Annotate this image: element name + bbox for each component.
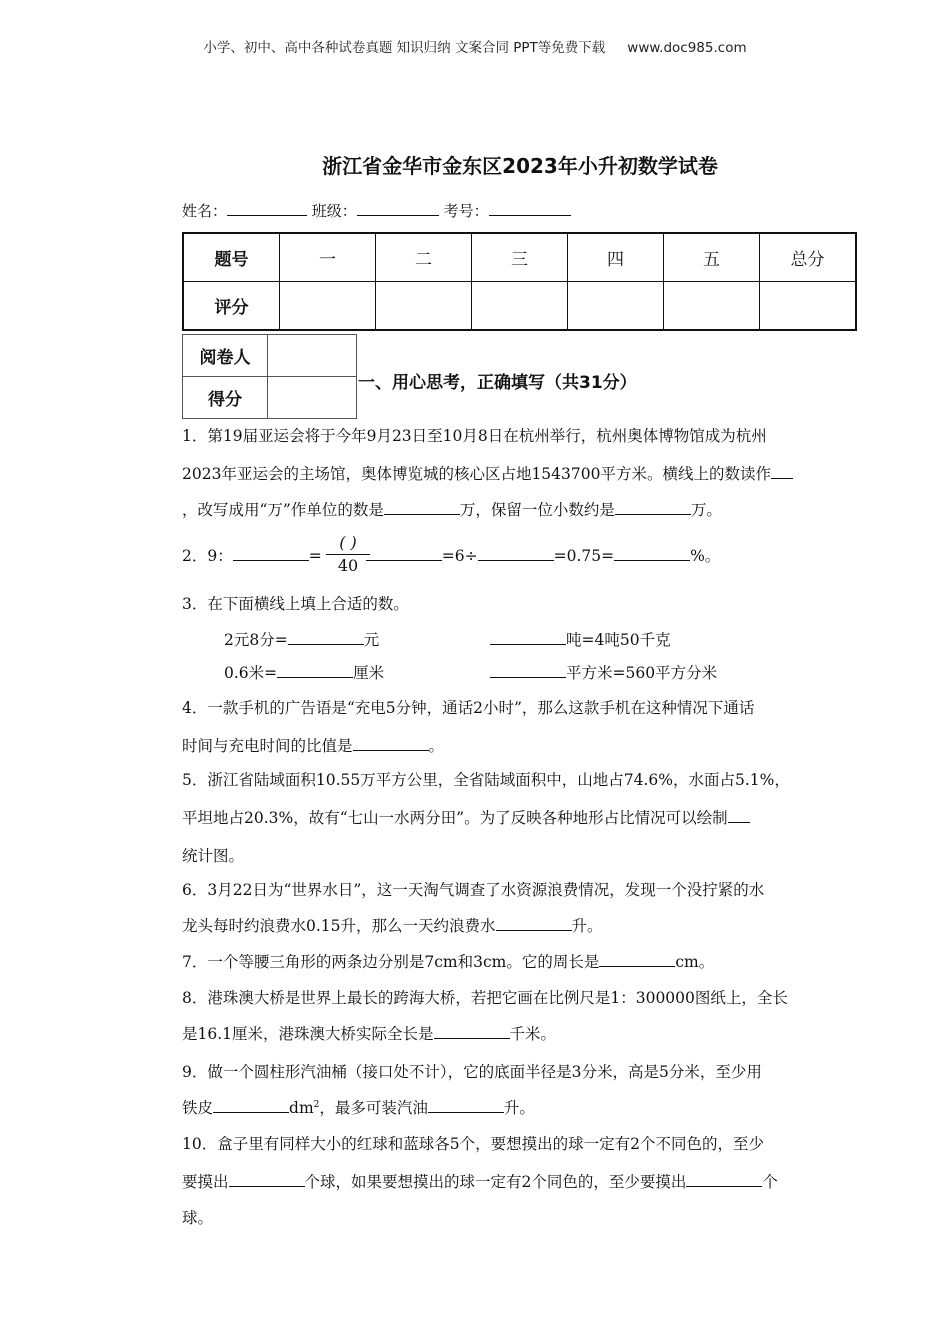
q2-fraction	[326, 532, 370, 577]
score-table-header-row	[183, 233, 856, 282]
page-title: 浙江省金华市金东区2023年小升初数学试卷	[322, 154, 718, 178]
q1-line-2	[182, 462, 857, 484]
score-header-cell: 三	[472, 233, 568, 282]
q4-line-1: 4．一款手机的广告语是“充电5分钟，通话2小时”，那么这款手机在这种情况下通话	[182, 699, 755, 717]
q10-line-2-text: 要摸出	[182, 1173, 229, 1191]
q3-item-1-unit: 元	[363, 631, 380, 649]
q5-line-3: 统计图。	[182, 847, 245, 865]
q7-text: 7．一个等腰三角形的两条边分别是7cm和3cm。它的周长是	[182, 953, 600, 971]
q9-answer-blank-1[interactable]	[213, 1097, 289, 1113]
q7-text-end: cm。	[675, 953, 715, 971]
q9-line-2	[182, 1096, 857, 1118]
exam-no-label: 考号：	[443, 202, 489, 220]
q6-line-1: 6．3月22日为“世界水日”，这一天淘气调查了水资源浪费情况，发现一个没拧紧的水	[182, 881, 765, 899]
q3-item-2	[490, 628, 671, 650]
q1-line-3-text: ，改写成用“万”作单位的数是	[182, 501, 384, 519]
q1-line-3-text-c: 万。	[690, 501, 722, 519]
q2-text-e: %。	[690, 547, 721, 565]
q8-line-1: 8．港珠澳大桥是世界上最长的跨海大桥，若把它画在比例尺是1：300000图纸上，全长	[182, 989, 788, 1007]
q3-item-4	[490, 661, 717, 683]
q3-answer-blank-1[interactable]	[288, 629, 364, 645]
exam-no-field[interactable]	[489, 201, 571, 216]
name-label: 姓名：	[182, 202, 228, 220]
q10-line-2-text-b: 个球，如果要想摸出的球一定有2个同色的，至少要摸出	[304, 1173, 687, 1191]
q10-answer-blank-1[interactable]	[229, 1171, 305, 1187]
class-field[interactable]	[357, 201, 439, 216]
q9-answer-blank-2[interactable]	[428, 1097, 504, 1113]
q1-answer-blank-1[interactable]	[771, 463, 793, 479]
score-header-cell: 题号	[183, 233, 280, 282]
q2-text-c: =6÷	[441, 547, 478, 565]
review-box	[182, 334, 357, 419]
q6-line-2-text: 龙头每时约浪费水0.15升，那么一天约浪费水	[182, 917, 496, 935]
name-field[interactable]	[227, 201, 307, 216]
q4-line-2	[182, 734, 857, 756]
q3-answer-blank-4[interactable]	[490, 662, 566, 678]
section-heading: 一、用心思考，正确填写（共31分）	[358, 373, 637, 393]
q3-item-3-unit: 厘米	[353, 664, 385, 682]
q8-line-2	[182, 1022, 857, 1044]
score-table	[182, 232, 857, 331]
score-table-value-row	[183, 282, 856, 331]
q9-line-2-end: 升。	[503, 1099, 535, 1117]
header-text: 小学、初中、高中各种试卷真题 知识归纳 文案合同 PPT等免费下载	[203, 40, 606, 56]
q3-item-1	[224, 628, 379, 650]
q3-item-1-text: 2元8分=	[224, 631, 288, 649]
q8-answer-blank[interactable]	[434, 1023, 510, 1039]
score-cell[interactable]	[664, 282, 760, 331]
q2-text-d: =0.75=	[553, 547, 615, 565]
q2-text-b: =	[308, 547, 322, 565]
score-header-cell: 五	[664, 233, 760, 282]
score-header-cell: 二	[376, 233, 472, 282]
q2-answer-blank-4[interactable]	[614, 545, 690, 561]
score-label: 得分	[183, 377, 268, 419]
q1-answer-blank-3[interactable]	[615, 499, 691, 515]
q10-line-3: 球。	[182, 1209, 214, 1227]
q1-line-2-text: 2023年亚运会的主场馆，奥体博览城的核心区占地1543700平方米。横线上的数读作	[182, 465, 771, 483]
q2-text-a: 2．9：	[182, 547, 233, 565]
q9-line-1: 9．做一个圆柱形汽油桶（接口处不计），它的底面半径是3分米，高是5分米，至少用	[182, 1063, 762, 1081]
q3-stem: 3．在下面横线上填上合适的数。	[182, 595, 409, 613]
q6-line-2	[182, 914, 857, 936]
q9-line-2-text-b: ，最多可装汽油	[319, 1099, 428, 1117]
page-header	[0, 36, 950, 56]
q2-answer-blank-1[interactable]	[233, 545, 309, 561]
score-cell[interactable]	[472, 282, 568, 331]
q10-line-2-end: 个	[762, 1173, 778, 1191]
q3-answer-blank-3[interactable]	[277, 662, 353, 678]
q8-line-2-end: 千米。	[509, 1025, 557, 1043]
reviewer-label: 阅卷人	[183, 335, 268, 377]
score-header-cell: 总分	[760, 233, 857, 282]
q10-line-2	[182, 1170, 857, 1192]
q3-item-3	[224, 661, 384, 683]
score-header-cell: 一	[280, 233, 376, 282]
q6-answer-blank[interactable]	[496, 915, 572, 931]
score-header-cell: 四	[568, 233, 664, 282]
score-cell[interactable]	[568, 282, 664, 331]
q10-answer-blank-2[interactable]	[686, 1171, 762, 1187]
q5-answer-blank[interactable]	[728, 807, 750, 823]
q9-unit-superscript: 2	[313, 1099, 320, 1110]
section-score-cell[interactable]	[268, 377, 357, 419]
score-cell[interactable]	[760, 282, 857, 331]
q1-line-1: 1．第19届亚运会将于今年9月23日至10月8日在杭州举行，杭州奥体博物馆成为杭州	[182, 427, 767, 445]
header-url[interactable]: www.doc985.com	[627, 40, 747, 56]
q1-answer-blank-2[interactable]	[384, 499, 460, 515]
student-info-line	[182, 200, 571, 221]
q1-line-3	[182, 498, 857, 520]
q8-line-2-text: 是16.1厘米，港珠澳大桥实际全长是	[182, 1025, 434, 1043]
q3-answer-blank-2[interactable]	[490, 629, 566, 645]
q6-line-2-end: 升。	[571, 917, 603, 935]
q3-item-3-text: 0.6米=	[224, 664, 278, 682]
q2-answer-blank-2[interactable]	[366, 545, 442, 561]
class-label: 班级：	[311, 202, 357, 220]
reviewer-cell[interactable]	[268, 335, 357, 377]
q4-line-2-end: 。	[428, 737, 445, 755]
q5-line-2	[182, 806, 857, 828]
q2-line	[182, 544, 857, 566]
score-cell[interactable]	[376, 282, 472, 331]
q5-line-1: 5．浙江省陆域面积10.55万平方公里，全省陆域面积中，山地占74.6%，水面占5.1%，	[182, 771, 790, 789]
q2-answer-blank-3[interactable]	[478, 545, 554, 561]
q7-line	[182, 950, 857, 972]
score-cell[interactable]	[280, 282, 376, 331]
fraction-numerator[interactable]: ( )	[326, 532, 370, 555]
q4-answer-blank[interactable]	[353, 735, 429, 751]
q5-line-2-text: 平坦地占20.3%，故有“七山一水两分田”。为了反映各种地形占比情况可以绘制	[182, 809, 728, 827]
score-row-label: 评分	[183, 282, 280, 331]
q7-answer-blank[interactable]	[599, 951, 675, 967]
fraction-denominator: 40	[337, 556, 359, 575]
q3-item-2-text: 吨=4吨50千克	[566, 631, 671, 649]
q4-line-2-text: 时间与充电时间的比值是	[182, 737, 353, 755]
q1-line-3-text-b: 万，保留一位小数约是	[459, 501, 615, 519]
q10-line-1: 10．盒子里有同样大小的红球和蓝球各5个，要想摸出的球一定有2个不同色的，至少	[182, 1135, 764, 1153]
q9-line-2-text: 铁皮	[182, 1099, 214, 1117]
q9-unit: dm	[289, 1099, 314, 1117]
q3-item-4-text: 平方米=560平方分米	[566, 664, 718, 682]
